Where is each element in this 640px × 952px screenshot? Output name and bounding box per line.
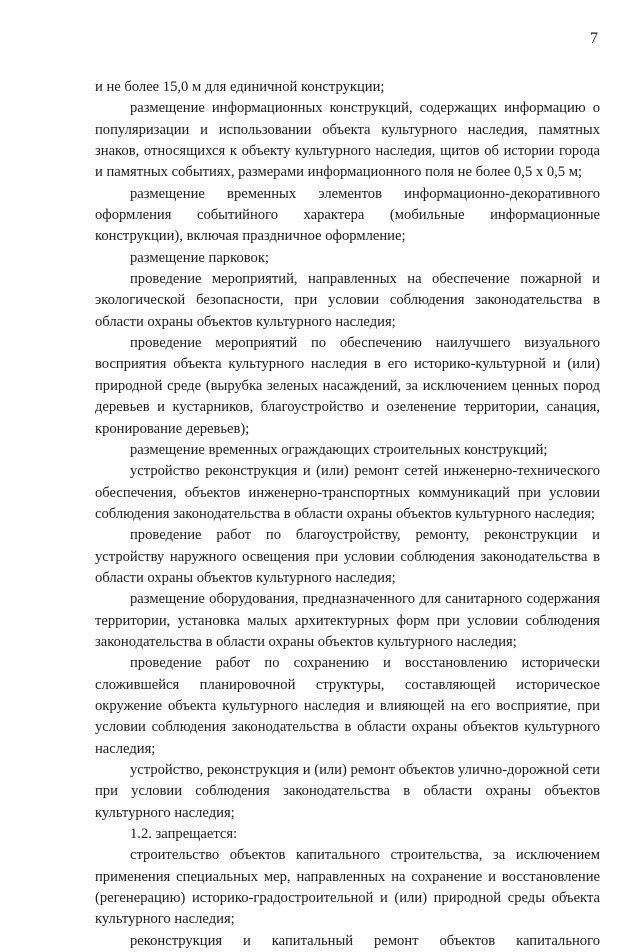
- paragraph: размещение оборудования, предназначенного для санитарного содержания территории, установка малых архитектурных форм при условии соблюдения законодательства в области охраны объектов культурного наследия;: [95, 591, 600, 650]
- paragraph: размещение парковок;: [130, 249, 269, 266]
- paragraph: проведение мероприятий, направленных на обеспечение пожарной и экологической безопасности, при условии соблюдения законодательства в области охраны объектов культурного наследия;: [95, 271, 600, 330]
- paragraph: реконструкция и капитальный ремонт объектов капитального: [130, 932, 600, 949]
- paragraph: размещение информационных конструкций, содержащих информацию о популяризации и использовании объекта культурного наследия, памятных знаков, относящихся к объекту культурного наследия, щитов об истории города и памятных событиях, размерами информационного поля не более 0,5 х 0,5 м;: [95, 100, 600, 181]
- paragraph: и не более 15,0 м для единичной конструкции;: [95, 79, 385, 95]
- paragraph: размещение временных элементов информационно-декоративного оформления событийного характера (мобильные информационные конструкции), включая праздничное оформление;: [95, 185, 600, 245]
- paragraph: проведение мероприятий по обеспечению наилучшего визуального восприятия объекта культурного наследия в его историко-культурной и (или) природной среде (вырубка зеленых насаждений, за исключением ценных пород деревьев и кустарников, благоустройство и озеленение территории, санация, кронирование деревьев);: [95, 335, 600, 437]
- paragraph: строительство объектов капитального строительства, за исключением применения специальных мер, направленных на сохранение и восстановление (регенерацию) историко-градостроительной и (или) природной среды объекта культурного наследия;: [95, 847, 600, 928]
- paragraph: проведение работ по сохранению и восстановлению исторически сложившейся планировочной структуры, составляющей историческое окружение объекта культурного наследия и влияющей на его восприятие, при условии соблюдения законодательства в области охраны объектов культурного наследия;: [95, 655, 600, 757]
- page-number: 7: [590, 30, 598, 47]
- document-body: [95, 77, 600, 952]
- paragraph: 1.2. запрещается:: [130, 826, 238, 843]
- paragraph: проведение работ по благоустройству, ремонту, реконструкции и устройству наружного освещения при условии соблюдения законодательства в области охраны объектов культурного наследия;: [95, 527, 600, 586]
- paragraph: устройство, реконструкция и (или) ремонт объектов улично-дорожной сети при условии соблюдения законодательства в области охраны объектов культурного наследия;: [95, 762, 600, 821]
- paragraph: устройство реконструкция и (или) ремонт сетей инженерно-технического обеспечения, объектов инженерно-транспортных коммуникаций при условии соблюдения законодательства в области охраны объектов культурного наследия;: [95, 463, 600, 522]
- paragraph: размещение временных ограждающих строительных конструкций;: [130, 441, 548, 458]
